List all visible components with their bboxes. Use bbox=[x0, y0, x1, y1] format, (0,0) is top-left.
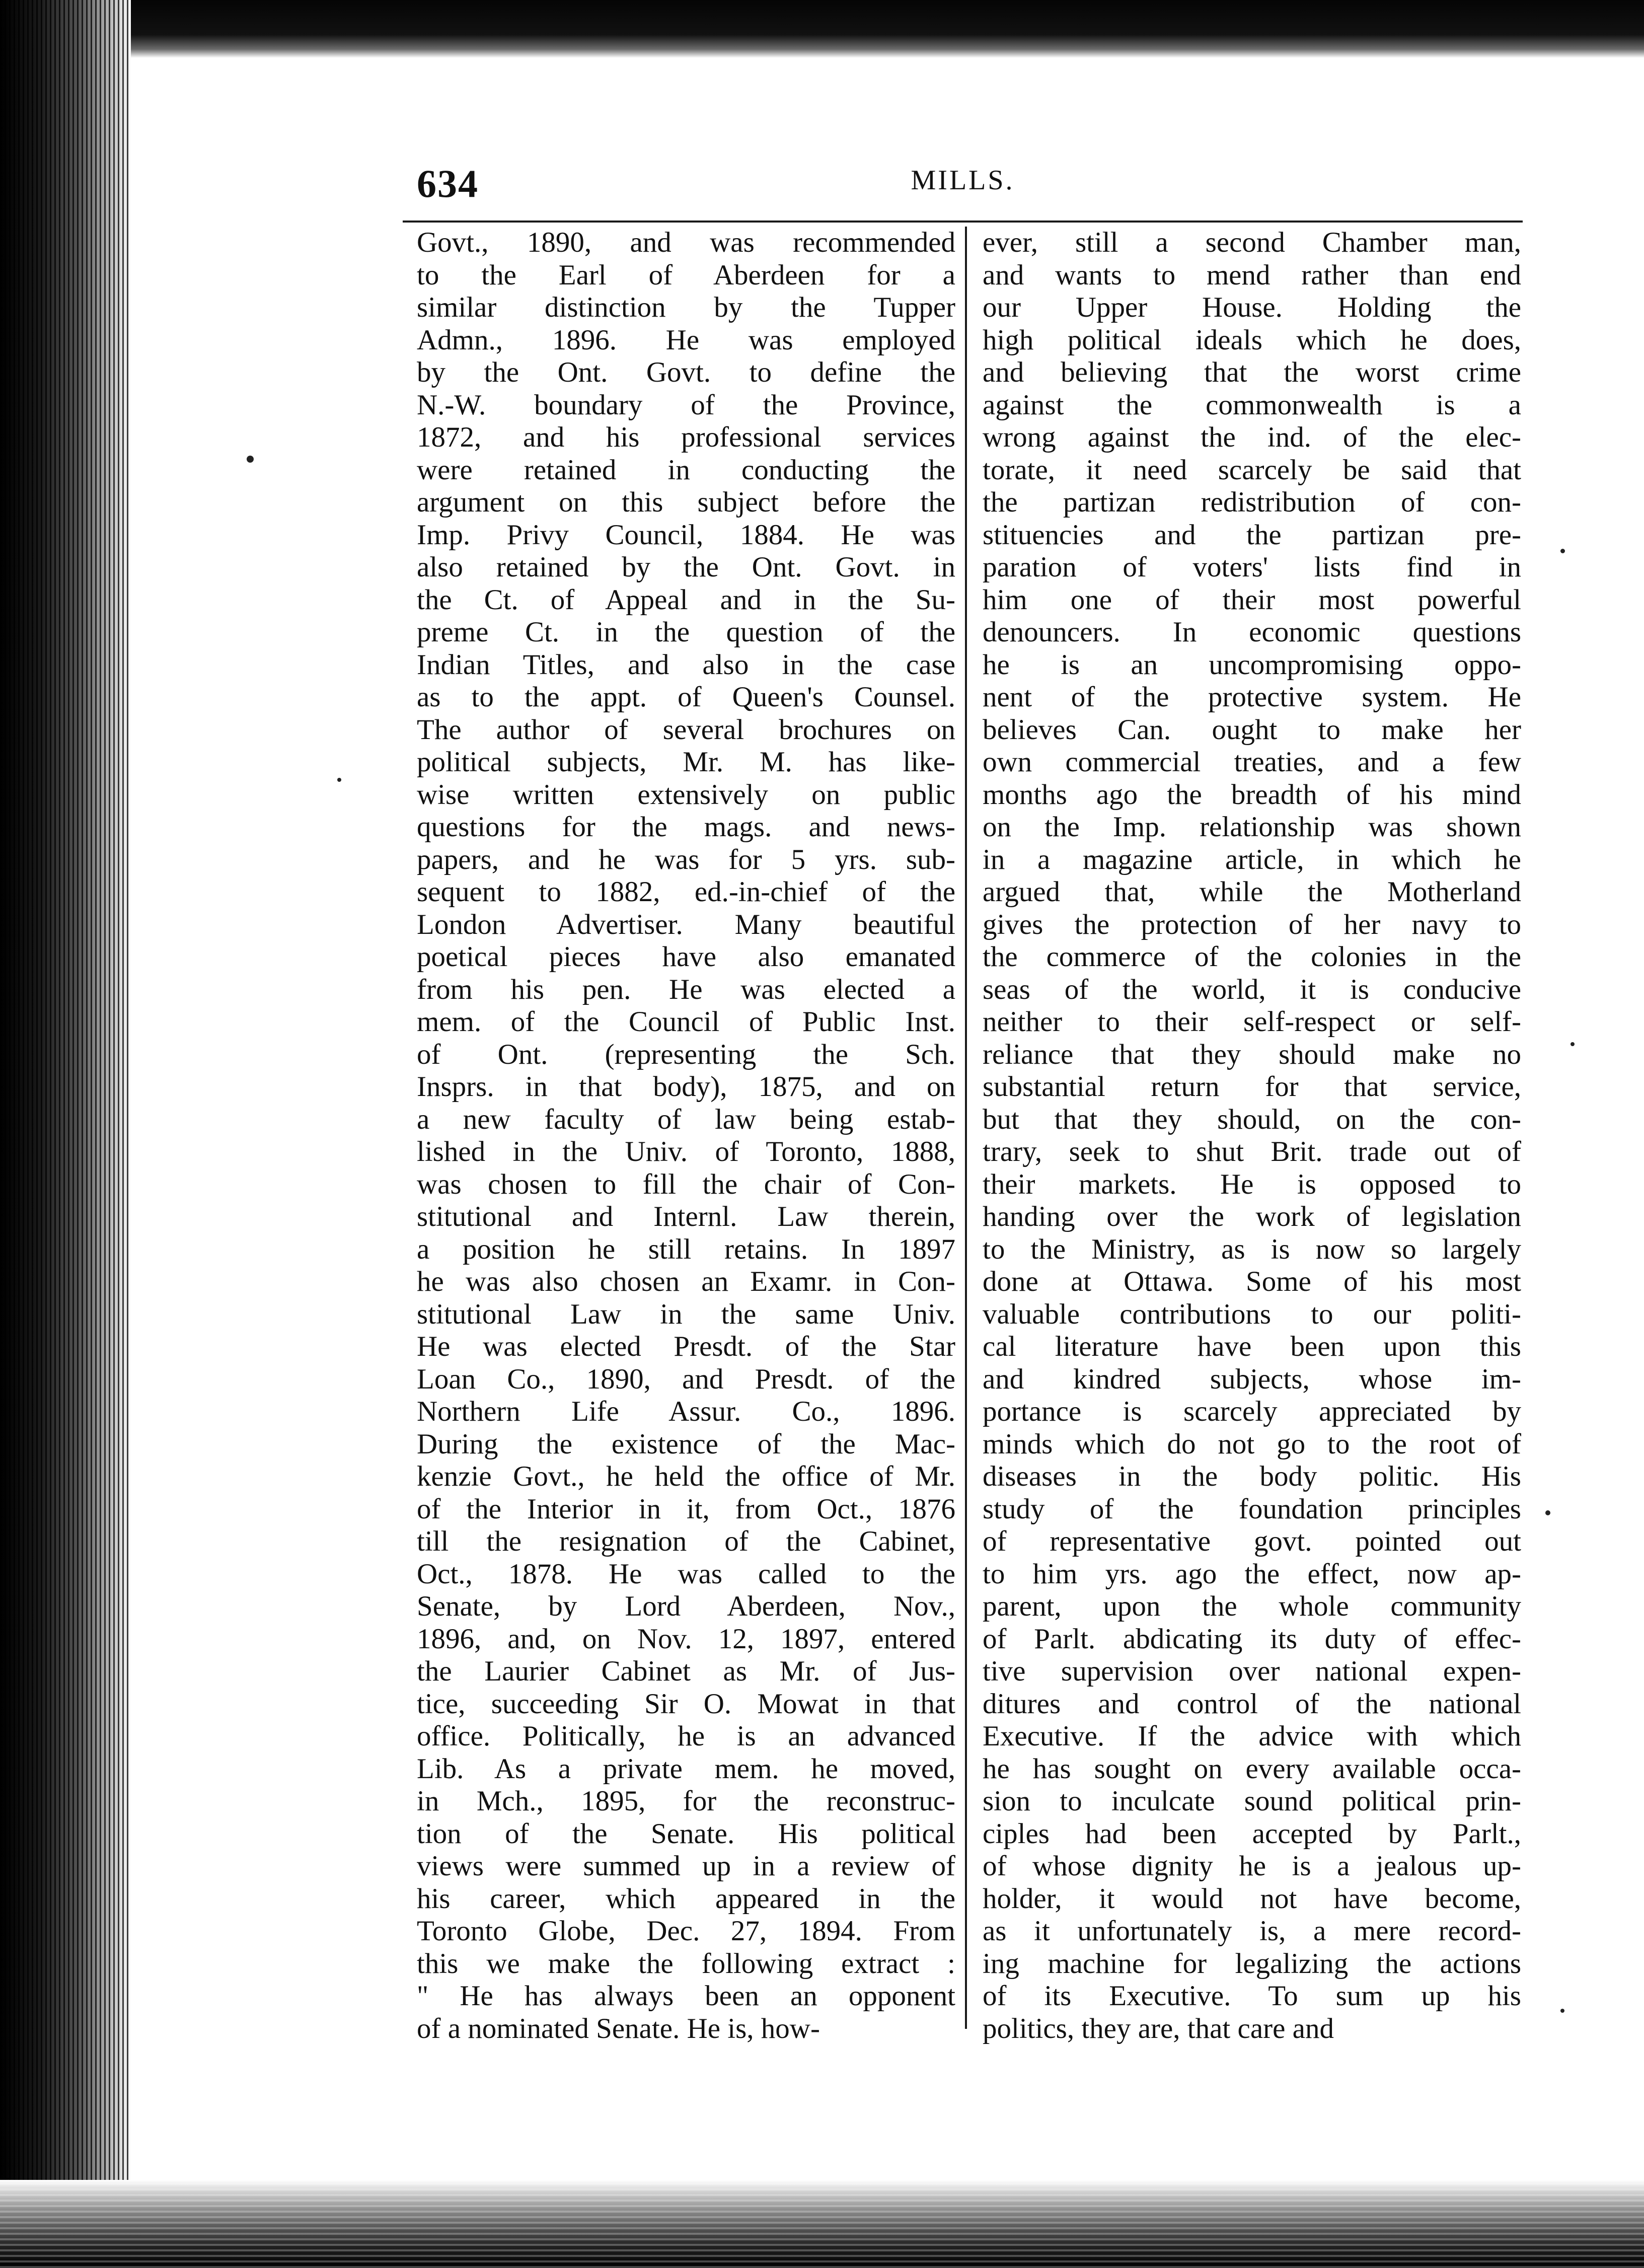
text-line: Oct., 1878. He was called to the bbox=[417, 1558, 955, 1590]
text-line: substantial return for that service, bbox=[983, 1071, 1521, 1103]
text-line: to the Earl of Aberdeen for a bbox=[417, 259, 955, 291]
scan-speck bbox=[337, 778, 341, 782]
text-line: of whose dignity he is a jealous up- bbox=[983, 1850, 1521, 1882]
text-line: Toronto Globe, Dec. 27, 1894. From bbox=[417, 1915, 955, 1947]
text-line: Lib. As a private mem. he moved, bbox=[417, 1752, 955, 1785]
text-line: Executive. If the advice with which bbox=[983, 1720, 1521, 1752]
text-line: He was elected Presdt. of the Star bbox=[417, 1331, 955, 1362]
text-line: the commerce of the colonies in the bbox=[983, 941, 1521, 973]
text-line: similar distinction by the Tupper bbox=[417, 291, 955, 323]
text-line: this we make the following extract : bbox=[417, 1947, 955, 1980]
text-line: stituencies and the partizan pre- bbox=[983, 519, 1521, 551]
text-line: nent of the protective system. He bbox=[983, 681, 1521, 713]
text-line: from his pen. He was elected a bbox=[417, 973, 955, 1005]
text-line: reliance that they should make no bbox=[983, 1038, 1521, 1070]
text-line: high political ideals which he does, bbox=[983, 324, 1521, 356]
text-line: in a magazine article, in which he bbox=[983, 843, 1521, 875]
text-line: political subjects, Mr. M. has like- bbox=[417, 746, 955, 778]
text-line: his career, which appeared in the bbox=[417, 1882, 955, 1915]
column-divider bbox=[965, 227, 967, 2029]
text-line: 1896, and, on Nov. 12, 1897, entered bbox=[417, 1623, 955, 1655]
text-line: stitutional and Internl. Law therein, bbox=[417, 1201, 955, 1232]
text-line: of its Executive. To sum up his bbox=[983, 1980, 1521, 2012]
text-line: the Ct. of Appeal and in the Su- bbox=[417, 583, 955, 616]
text-line: Loan Co., 1890, and Presdt. of the bbox=[417, 1363, 955, 1395]
text-line: ing machine for legalizing the actions bbox=[983, 1947, 1521, 1980]
text-line: parent, upon the whole community bbox=[983, 1590, 1521, 1622]
text-line: sion to inculcate sound political prin- bbox=[983, 1785, 1521, 1817]
text-line: he has sought on every available occa- bbox=[983, 1752, 1521, 1785]
text-line: Admn., 1896. He was employed bbox=[417, 324, 955, 356]
text-line: portance is scarcely appreciated by bbox=[983, 1396, 1521, 1427]
text-line: 1872, and his professional services bbox=[417, 421, 955, 453]
header-rule bbox=[403, 221, 1523, 223]
text-line: valuable contributions to our politi- bbox=[983, 1298, 1521, 1330]
text-line: but that they should, on the con- bbox=[983, 1103, 1521, 1135]
text-line: were retained in conducting the bbox=[417, 454, 955, 486]
text-line: torate, it need scarcely be said that bbox=[983, 454, 1521, 486]
text-line: him one of their most powerful bbox=[983, 583, 1521, 616]
text-line: he was also chosen an Examr. in Con- bbox=[417, 1266, 955, 1297]
scan-speck bbox=[1560, 549, 1565, 553]
text-line: of the Interior in it, from Oct., 1876 bbox=[417, 1493, 955, 1525]
text-line: was chosen to fill the chair of Con- bbox=[417, 1168, 955, 1200]
text-line: ciples had been accepted by Parlt., bbox=[983, 1817, 1521, 1850]
text-line: he is an uncompromising oppo- bbox=[983, 648, 1521, 681]
text-line: holder, it would not have become, bbox=[983, 1882, 1521, 1915]
text-line: sequent to 1882, ed.-in-chief of the bbox=[417, 876, 955, 908]
text-line: Imp. Privy Council, 1884. He was bbox=[417, 519, 955, 551]
scan-speck bbox=[247, 456, 254, 463]
text-line: of Ont. (representing the Sch. bbox=[417, 1038, 955, 1070]
page-number: 634 bbox=[417, 162, 479, 205]
text-line: lished in the Univ. of Toronto, 1888, bbox=[417, 1136, 955, 1167]
scan-bottom-border bbox=[0, 2180, 1644, 2268]
text-line: questions for the mags. and news- bbox=[417, 811, 955, 843]
text-line: till the resignation of the Cabinet, bbox=[417, 1525, 955, 1557]
text-line: their markets. He is opposed to bbox=[983, 1168, 1521, 1200]
text-line: of a nominated Senate. He is, how- bbox=[417, 2012, 820, 2044]
text-line: done at Ottawa. Some of his most bbox=[983, 1266, 1521, 1297]
text-line: believes Can. ought to make her bbox=[983, 713, 1521, 746]
text-line: tice, succeeding Sir O. Mowat in that bbox=[417, 1688, 955, 1720]
text-line: preme Ct. in the question of the bbox=[417, 616, 955, 648]
text-line: neither to their self-respect or self- bbox=[983, 1006, 1521, 1038]
text-line: stitutional Law in the same Univ. bbox=[417, 1298, 955, 1330]
text-line: as to the appt. of Queen's Counsel. bbox=[417, 681, 955, 713]
text-line: Insprs. in that body), 1875, and on bbox=[417, 1071, 955, 1103]
right-column bbox=[983, 227, 1521, 2045]
text-line: Northern Life Assur. Co., 1896. bbox=[417, 1396, 955, 1427]
text-line: a position he still retains. In 1897 bbox=[417, 1233, 955, 1265]
text-line: and wants to mend rather than end bbox=[983, 259, 1521, 291]
text-line: wrong against the ind. of the elec- bbox=[983, 421, 1521, 453]
text-line: poetical pieces have also emanated bbox=[417, 941, 955, 973]
text-line: and kindred subjects, whose im- bbox=[983, 1363, 1521, 1395]
running-title: MILLS. bbox=[911, 165, 1015, 196]
text-line: seas of the world, it is conducive bbox=[983, 973, 1521, 1005]
text-line: the partizan redistribution of con- bbox=[983, 486, 1521, 518]
book-page bbox=[403, 146, 1523, 2059]
left-column bbox=[417, 227, 955, 2045]
text-line: kenzie Govt., he held the office of Mr. bbox=[417, 1460, 955, 1492]
scan-speck bbox=[1571, 1042, 1575, 1046]
text-line: months ago the breadth of his mind bbox=[983, 778, 1521, 811]
text-line: argument on this subject before the bbox=[417, 486, 955, 518]
text-line: gives the protection of her navy to bbox=[983, 908, 1521, 940]
text-line: ditures and control of the national bbox=[983, 1688, 1521, 1720]
text-line: by the Ont. Govt. to define the bbox=[417, 356, 955, 388]
scan-speck bbox=[1545, 1510, 1550, 1515]
text-line: Senate, by Lord Aberdeen, Nov., bbox=[417, 1590, 955, 1622]
text-line: tive supervision over national expen- bbox=[983, 1655, 1521, 1687]
text-line: Indian Titles, and also in the case bbox=[417, 648, 955, 681]
text-line: minds which do not go to the root of bbox=[983, 1428, 1521, 1460]
text-line: cal literature have been upon this bbox=[983, 1331, 1521, 1362]
text-line: denouncers. In economic questions bbox=[983, 616, 1521, 648]
text-line: a new faculty of law being estab- bbox=[417, 1103, 955, 1135]
running-head bbox=[403, 161, 1523, 206]
text-line: office. Politically, he is an advanced bbox=[417, 1720, 955, 1752]
text-line: N.-W. boundary of the Province, bbox=[417, 389, 955, 421]
scan-top-border bbox=[0, 0, 1644, 58]
text-line: to him yrs. ago the effect, now ap- bbox=[983, 1558, 1521, 1590]
text-line: " He has always been an opponent bbox=[417, 1980, 955, 2012]
text-line: handing over the work of legislation bbox=[983, 1201, 1521, 1232]
text-line: and believing that the worst crime bbox=[983, 356, 1521, 388]
scan-left-border bbox=[0, 0, 131, 2268]
text-line: in Mch., 1895, for the reconstruc- bbox=[417, 1785, 955, 1817]
text-line: views were summed up in a review of bbox=[417, 1850, 955, 1882]
text-line: against the commonwealth is a bbox=[983, 389, 1521, 421]
text-line: ever, still a second Chamber man, bbox=[983, 227, 1521, 258]
text-line: paration of voters' lists find in bbox=[983, 551, 1521, 583]
text-line: The author of several brochures on bbox=[417, 713, 955, 746]
text-line: to the Ministry, as is now so largely bbox=[983, 1233, 1521, 1265]
text-line: During the existence of the Mac- bbox=[417, 1428, 955, 1460]
text-line: Govt., 1890, and was recommended bbox=[417, 227, 955, 258]
text-line: tion of the Senate. His political bbox=[417, 1817, 955, 1850]
text-line: our Upper House. Holding the bbox=[983, 291, 1521, 323]
text-line: study of the foundation principles bbox=[983, 1493, 1521, 1525]
scan-speck bbox=[1560, 2009, 1564, 2013]
text-line: on the Imp. relationship was shown bbox=[983, 811, 1521, 843]
text-line: own commercial treaties, and a few bbox=[983, 746, 1521, 778]
text-line: of representative govt. pointed out bbox=[983, 1525, 1521, 1557]
text-line: papers, and he was for 5 yrs. sub- bbox=[417, 843, 955, 875]
text-line: trary, seek to shut Brit. trade out of bbox=[983, 1136, 1521, 1167]
text-line: of Parlt. abdicating its duty of effec- bbox=[983, 1623, 1521, 1655]
text-line: politics, they are, that care and bbox=[983, 2012, 1334, 2044]
text-line: wise written extensively on public bbox=[417, 778, 955, 811]
text-line: argued that, while the Motherland bbox=[983, 876, 1521, 908]
text-line: mem. of the Council of Public Inst. bbox=[417, 1006, 955, 1038]
text-line: London Advertiser. Many beautiful bbox=[417, 908, 955, 940]
text-line: diseases in the body politic. His bbox=[983, 1460, 1521, 1492]
text-line: the Laurier Cabinet as Mr. of Jus- bbox=[417, 1655, 955, 1687]
text-line: also retained by the Ont. Govt. in bbox=[417, 551, 955, 583]
text-line: as it unfortunately is, a mere record- bbox=[983, 1915, 1521, 1947]
